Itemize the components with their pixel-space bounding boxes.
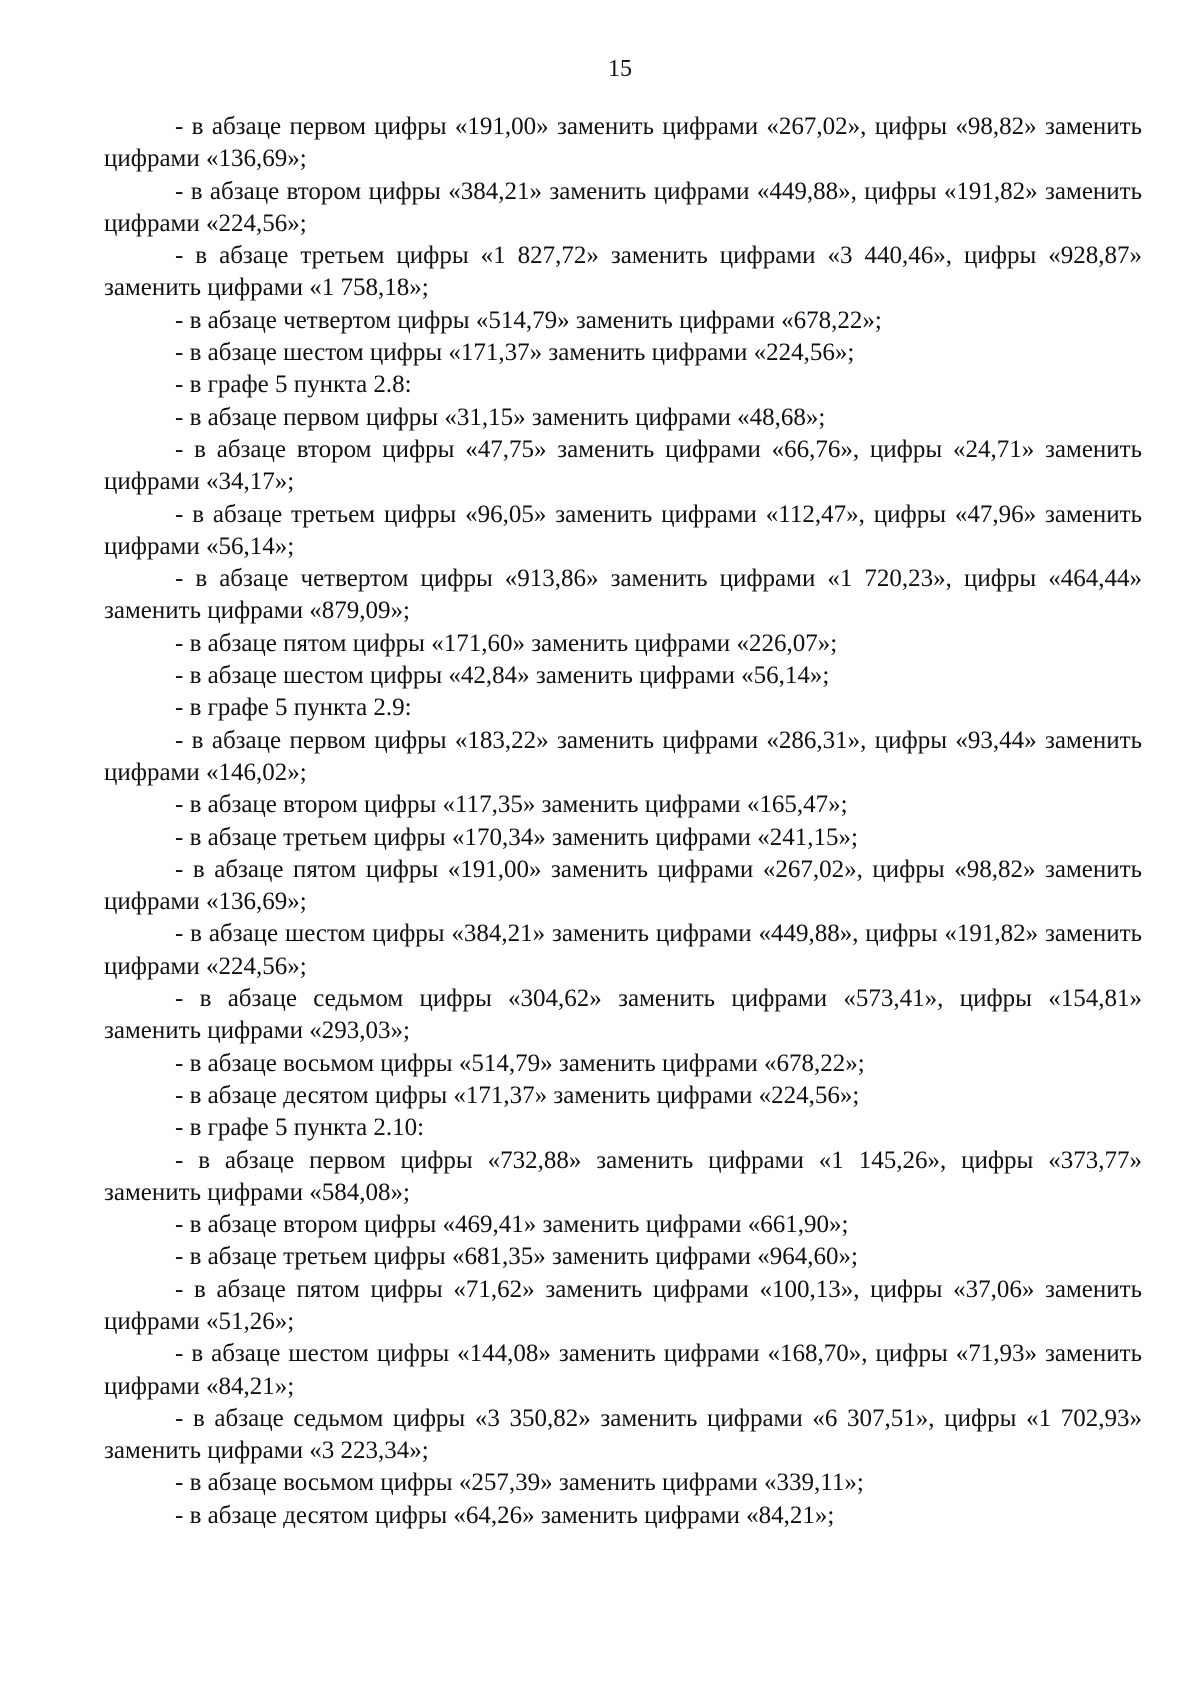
section-heading: - в графе 5 пункта 2.9: — [175, 694, 412, 722]
amendment-item: - в абзаце третьем цифры «681,35» заменить цифрами «964,60»; — [175, 1243, 858, 1271]
amendment-item: - в абзаце третьем цифры «170,34» заменить цифрами «241,15»; — [175, 823, 858, 851]
section-heading: - в графе 5 пункта 2.8: — [175, 371, 412, 399]
amendment-item: - в абзаце десятом цифры «171,37» заменить цифрами «224,56»; — [175, 1081, 860, 1109]
amendment-item: - в абзаце первом цифры «183,22» заменить цифрами «286,31», цифры «93,44» заменить цифрами «146,02»; — [104, 726, 1142, 786]
amendment-item: - в абзаце шестом цифры «384,21» заменить цифрами «449,88», цифры «191,82» заменить цифрами «224,56»; — [104, 920, 1142, 980]
amendment-item: - в абзаце пятом цифры «171,60» заменить цифрами «226,07»; — [175, 629, 838, 657]
amendment-item: - в абзаце шестом цифры «42,84» заменить цифрами «56,14»; — [175, 662, 830, 690]
amendment-item: - в абзаце шестом цифры «144,08» заменить цифрами «168,70», цифры «71,93» заменить цифрами «84,21»; — [104, 1340, 1142, 1400]
amendment-item: - в абзаце седьмом цифры «304,62» заменить цифрами «573,41», цифры «154,81» заменить цифрами «293,03»; — [104, 985, 1142, 1045]
page-number: 15 — [608, 56, 632, 82]
amendment-item: - в абзаце четвертом цифры «514,79» заменить цифрами «678,22»; — [175, 306, 882, 334]
amendment-item: - в абзаце шестом цифры «171,37» заменить цифрами «224,56»; — [175, 339, 855, 367]
amendment-item: - в абзаце восьмом цифры «514,79» заменить цифрами «678,22»; — [175, 1049, 865, 1077]
section-heading: - в графе 5 пункта 2.10: — [175, 1114, 425, 1142]
amendment-item: - в абзаце восьмом цифры «257,39» заменить цифрами «339,11»; — [175, 1469, 864, 1497]
amendment-item: - в абзаце третьем цифры «96,05» заменить цифрами «112,47», цифры «47,96» заменить цифрами «56,14»; — [104, 500, 1142, 560]
amendment-item: - в абзаце втором цифры «117,35» заменить цифрами «165,47»; — [175, 791, 848, 819]
amendment-item: - в абзаце первом цифры «31,15» заменить цифрами «48,68»; — [175, 403, 826, 431]
amendment-item: - в абзаце десятом цифры «64,26» заменить цифрами «84,21»; — [175, 1501, 835, 1529]
amendment-item: - в абзаце первом цифры «191,00» заменить цифрами «267,02», цифры «98,82» заменить цифрами «136,69»; — [104, 113, 1142, 173]
amendment-item: - в абзаце первом цифры «732,88» заменить цифрами «1 145,26», цифры «373,77» заменить цифрами «584,08»; — [104, 1146, 1142, 1206]
amendment-item: - в абзаце втором цифры «469,41» заменить цифрами «661,90»; — [175, 1211, 849, 1239]
amendment-item: - в абзаце пятом цифры «71,62» заменить цифрами «100,13», цифры «37,06» заменить цифрами «51,26»; — [104, 1275, 1142, 1335]
amendment-item: - в абзаце четвертом цифры «913,86» заменить цифрами «1 720,23», цифры «464,44» заменить цифрами «879,09»; — [104, 565, 1142, 625]
amendment-item: - в абзаце седьмом цифры «3 350,82» заменить цифрами «6 307,51», цифры «1 702,93» заменить цифрами «3 223,34»; — [104, 1404, 1142, 1465]
document-body — [104, 111, 1142, 1532]
amendment-item: - в абзаце пятом цифры «191,00» заменить цифрами «267,02», цифры «98,82» заменить цифрами «136,69»; — [104, 855, 1142, 916]
amendment-item: - в абзаце третьем цифры «1 827,72» заменить цифрами «3 440,46», цифры «928,87» заменить цифрами «1 758,18»; — [104, 242, 1142, 302]
amendment-item: - в абзаце втором цифры «47,75» заменить цифрами «66,76», цифры «24,71» заменить цифрами «34,17»; — [104, 435, 1142, 496]
amendment-item: - в абзаце втором цифры «384,21» заменить цифрами «449,88», цифры «191,82» заменить цифрами «224,56»; — [104, 177, 1142, 237]
